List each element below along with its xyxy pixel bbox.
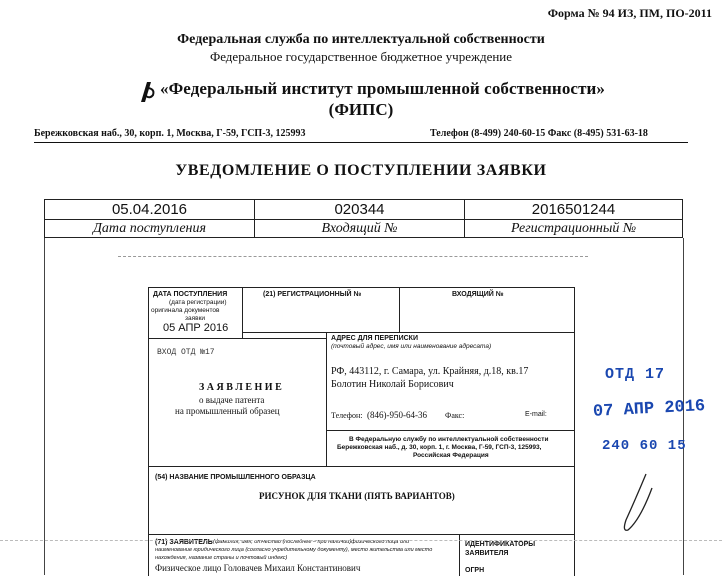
to-line1: В Федеральную службу по интеллектуальной собственности bbox=[349, 436, 549, 443]
applicant-note2: наименование юридического лица (согласно учредительному документу), место жительства или место bbox=[155, 547, 433, 553]
agency-subtitle: Федеральное государственное бюджетное учреждение bbox=[209, 49, 513, 64]
fax-label: Факс: bbox=[445, 411, 465, 420]
application-sub1: о выдаче патента bbox=[199, 395, 265, 405]
phone-value: (846)-950-64-36 bbox=[367, 410, 427, 420]
date-cell-sub2: оригинала документов bbox=[151, 307, 220, 314]
date-cell-header: ДАТА ПОСТУПЛЕНИЯ bbox=[153, 291, 228, 298]
institute-abbr: (ФИПС) bbox=[328, 100, 394, 119]
date-cell-sub1: (дата регистрации) bbox=[169, 299, 227, 306]
applicant-name: Физическое лицо Головачев Михаил Константинович bbox=[155, 563, 361, 573]
identifiers-header1: ИДЕНТИФИКАТОРЫ bbox=[465, 541, 536, 548]
applicant-header: (71) ЗАЯВИТЕЛЬ bbox=[155, 539, 213, 546]
application-sub2: на промышленный образец bbox=[175, 406, 280, 416]
applicant-note3: нахождения, название страны и почтовый индекс) bbox=[155, 555, 288, 561]
to-line3: Российская Федерация bbox=[413, 452, 489, 459]
signature-icon bbox=[616, 470, 656, 540]
date-cell-sub3: заявки bbox=[185, 315, 206, 322]
reg-cell-header: (21) РЕГИСТРАЦИОННЫЙ № bbox=[263, 291, 362, 298]
agency-name: Федеральная служба по интеллектуальной собственности bbox=[177, 32, 545, 47]
correspondence-address: РФ, 443112, г. Самара, ул. Крайняя, д.18, кв.17 bbox=[331, 366, 529, 377]
institute-name: «Федеральный институт промышленной собственности» bbox=[160, 79, 606, 98]
correspondence-header: АДРЕС ДЛЯ ПЕРЕПИСКИ bbox=[331, 335, 418, 342]
phone-label: Телефон: bbox=[331, 411, 363, 420]
incoming-stamp: ВХОД ОТД №17 bbox=[157, 348, 215, 357]
institute-address: Бережковская наб., 30, корп. 1, Москва, Г-59, ГСП-3, 125993 bbox=[34, 128, 306, 139]
applicant-note1: (фамилия, имя, отчество (последнее – при наличии)физического лица или bbox=[213, 539, 410, 545]
design-name-header: (54) НАЗВАНИЕ ПРОМЫШЛЕННОГО ОБРАЗЦА bbox=[155, 474, 316, 481]
correspondence-name: Болотин Николай Борисович bbox=[331, 379, 454, 390]
registration-table bbox=[44, 199, 683, 238]
stamp-dept: ОТД 17 bbox=[605, 366, 666, 383]
stamp-date: 07 АПР 2016 bbox=[592, 397, 706, 422]
email-label: E-mail: bbox=[525, 411, 547, 418]
scan-edge bbox=[118, 256, 588, 257]
stamp-phone: 240 60 15 bbox=[602, 438, 687, 454]
institute-phone: Телефон (8-499) 240-60-15 Факс (8-495) 531-63-18 bbox=[430, 128, 648, 139]
correspondence-note: (почтовый адрес, имя или наименование адресата) bbox=[331, 343, 492, 350]
application-form bbox=[148, 287, 575, 576]
form-number: Форма № 94 ИЗ, ПМ, ПО-2011 bbox=[547, 6, 712, 20]
notice-title: УВЕДОМЛЕНИЕ О ПОСТУПЛЕНИИ ЗАЯВКИ bbox=[175, 162, 547, 179]
date-cell-handwritten: 05 АПР 2016 bbox=[163, 322, 229, 334]
registration-number-label: Регистрационный № bbox=[465, 220, 683, 238]
incoming-cell-header: ВХОДЯЩИЙ № bbox=[452, 291, 504, 298]
design-name: РИСУНОК ДЛЯ ТКАНИ (ПЯТЬ ВАРИАНТОВ) bbox=[259, 491, 455, 501]
receipt-date-value: 05.04.2016 bbox=[45, 200, 255, 220]
registration-number-value: 2016501244 bbox=[465, 200, 683, 220]
scan-cut-line bbox=[0, 540, 722, 541]
incoming-number-label: Входящий № bbox=[255, 220, 465, 238]
ogrn-label: ОГРН bbox=[465, 567, 485, 574]
identifiers-header2: ЗАЯВИТЕЛЯ bbox=[465, 550, 509, 557]
header-rule bbox=[34, 142, 688, 143]
application-title: З А Я В Л Е Н И Е bbox=[199, 382, 282, 393]
receipt-date-label: Дата поступления bbox=[45, 220, 255, 238]
incoming-number-value: 020344 bbox=[255, 200, 465, 220]
to-line2: Бережковская наб., д. 30, корп. 1, г. Москва, Г-59, ГСП-3, 125993, bbox=[337, 444, 542, 451]
